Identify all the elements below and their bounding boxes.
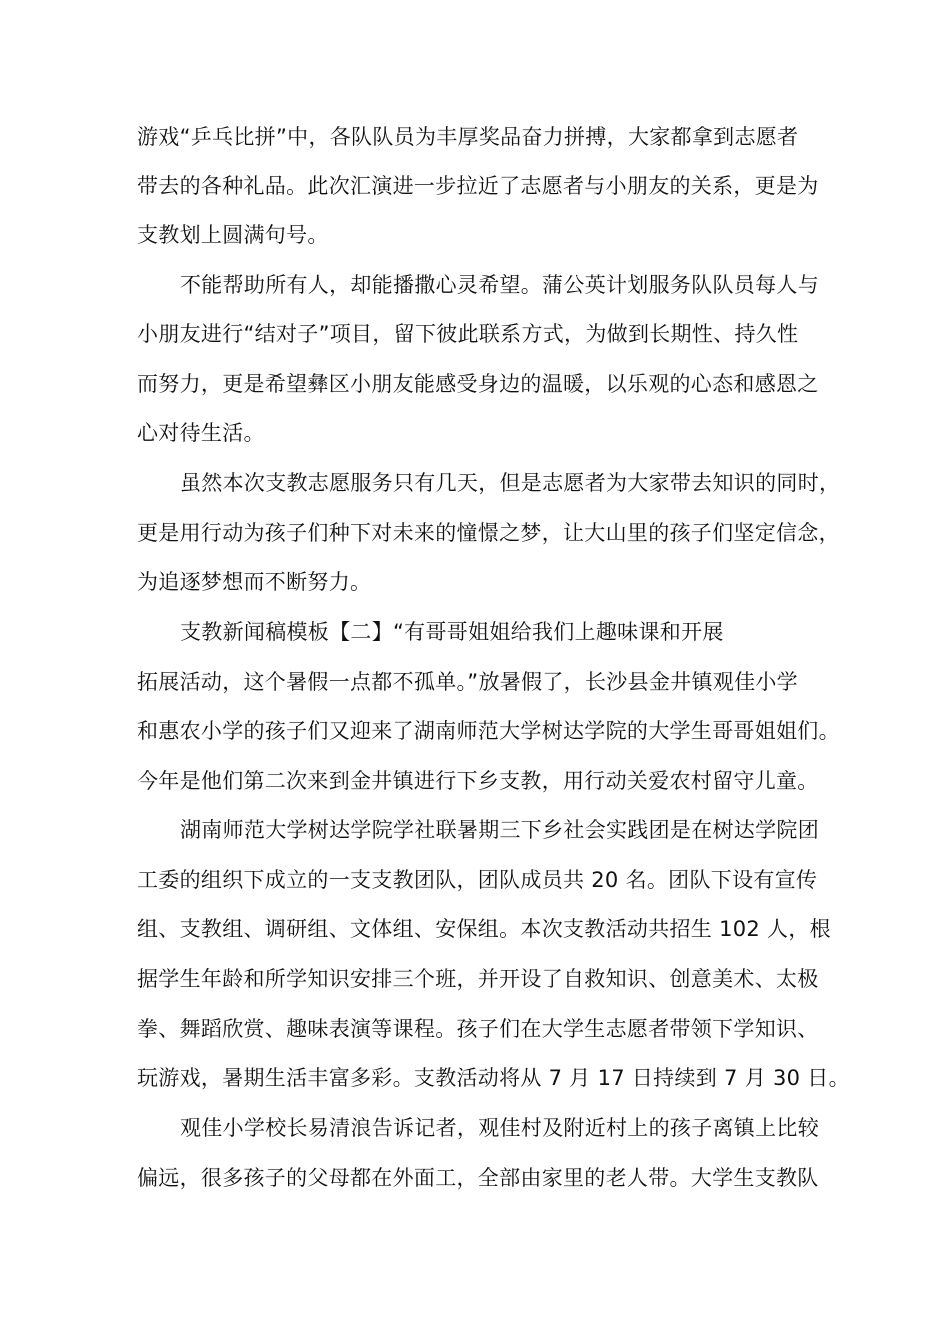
text-line: 而努力，更是希望彝区小朋友能感受身边的温暖，以乐观的心态和感恩之	[137, 372, 819, 396]
paragraph-first-line: 湖南师范大学树达学院学社联暑期三下乡社会实践团是在树达学院团	[180, 818, 819, 842]
text-line: 为追逐梦想而不断努力。	[137, 570, 372, 594]
text-line: 带去的各种礼品。此次汇演进一步拉近了志愿者与小朋友的关系，更是为	[137, 174, 819, 198]
text-line: 更是用行动为孩子们种下对未来的憧憬之梦，让大山里的孩子们坚定信念，	[137, 521, 840, 545]
text-line: 支教划上圆满句号。	[137, 223, 329, 247]
text-line: 心对待生活。	[137, 421, 265, 445]
text-line: 据学生年龄和所学知识安排三个班，并开设了自救知识、创意美术、太极	[137, 967, 819, 991]
text-line: 今年是他们第二次来到金井镇进行下乡支教，用行动关爱农村留守儿童。	[137, 769, 819, 793]
text-line: 玩游戏，暑期生活丰富多彩。支教活动将从 7 月 17 日持续到 7 月 30 日。	[137, 1066, 850, 1090]
text-line: 工委的组织下成立的一支支教团队，团队成员共 20 名。团队下设有宣传	[137, 868, 818, 892]
paragraph-first-line: 虽然本次支教志愿服务只有几天，但是志愿者为大家带去知识的同时，	[180, 471, 841, 495]
text-line: 游戏“乒乓比拼”中，各队队员为丰厚奖品奋力拼搏，大家都拿到志愿者	[137, 125, 799, 149]
text-line: 偏远，很多孩子的父母都在外面工，全部由家里的老人带。大学生支教队	[137, 1166, 819, 1190]
text-line: 拳、舞蹈欣赏、趣味表演等课程。孩子们在大学生志愿者带领下学知识、	[137, 1017, 819, 1041]
text-line: 小朋友进行“结对子”项目，留下彼此联系方式，为做到长期性、持久性	[137, 322, 799, 346]
text-line: 组、支教组、调研组、文体组、安保组。本次支教活动共招生 102 人，根	[137, 917, 831, 941]
text-line: 拓展活动，这个暑假一点都不孤单。”放暑假了，长沙县金井镇观佳小学	[137, 670, 798, 694]
section-heading-line: 支教新闻稿模板【二】“有哥哥姐姐给我们上趣味课和开展	[180, 620, 724, 644]
text-line: 和惠农小学的孩子们又迎来了湖南师范大学树达学院的大学生哥哥姐姐们。	[137, 719, 840, 743]
paragraph-first-line: 不能帮助所有人，却能播撒心灵希望。蒲公英计划服务队队员每人与	[180, 273, 819, 297]
paragraph-first-line: 观佳小学校长易清浪告诉记者，观佳村及附近村上的孩子离镇上比较	[180, 1116, 819, 1140]
